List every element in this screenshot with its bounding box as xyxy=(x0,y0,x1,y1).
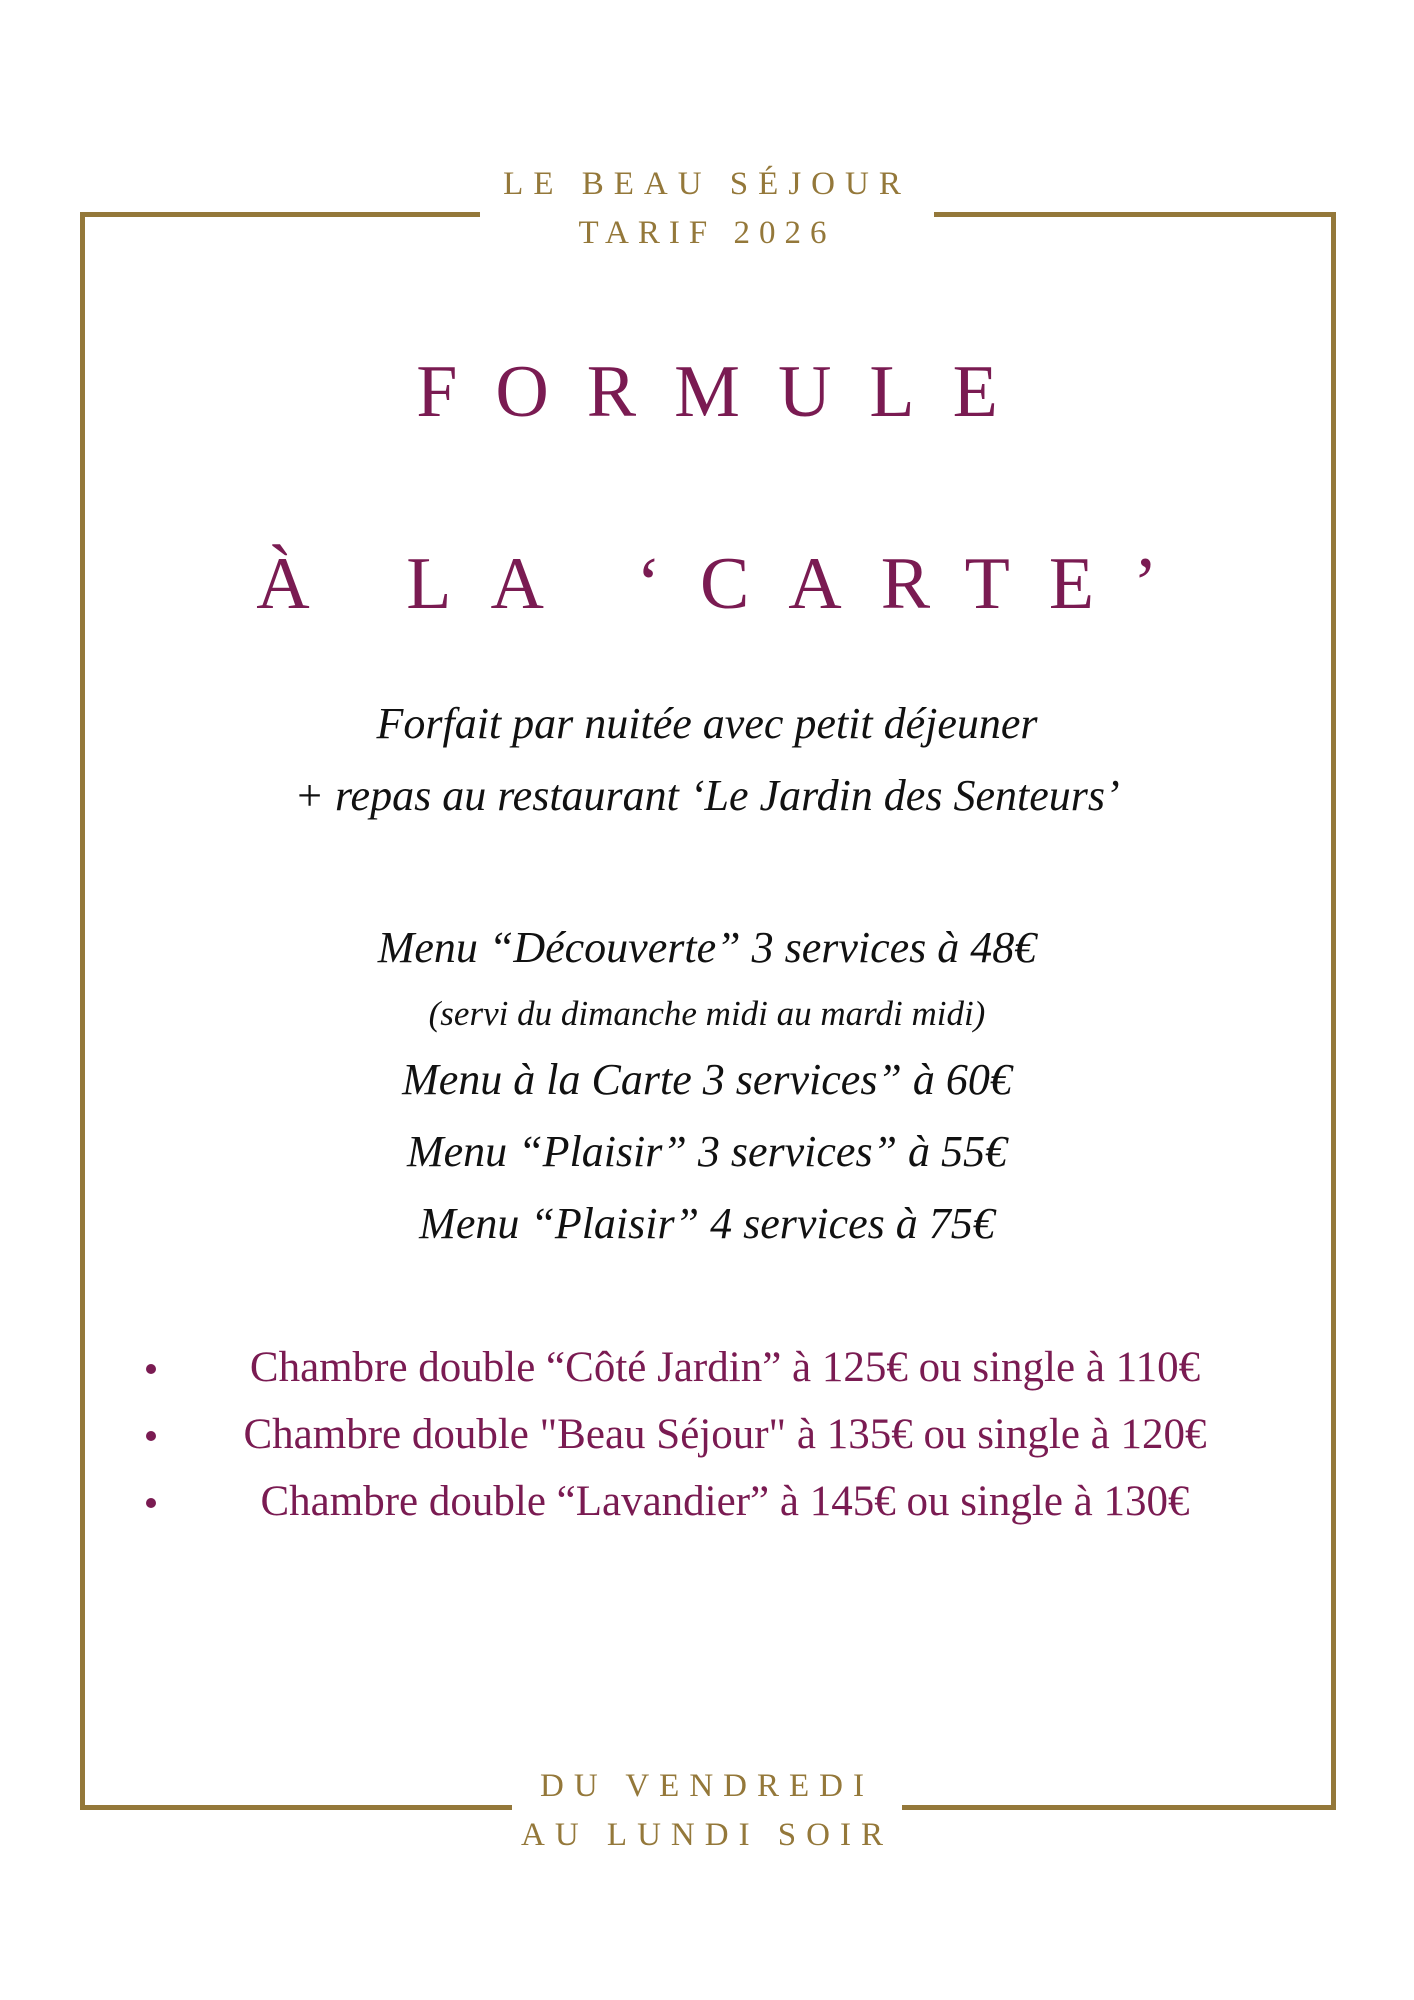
room-beau-sejour: Chambre double "Beau Séjour" à 135€ ou single à 120€ xyxy=(243,1411,1207,1458)
hotel-name: LE BEAU SÉJOUR xyxy=(503,166,911,202)
title-formule: FORMULE xyxy=(416,351,1036,433)
header-block xyxy=(480,160,934,260)
menu-list xyxy=(0,912,1414,1260)
list-item xyxy=(130,1468,1280,1535)
bullet-icon xyxy=(146,1498,156,1508)
list-item xyxy=(130,1401,1280,1468)
footer-days-start: DU VENDREDI xyxy=(540,1768,874,1804)
subtitle-package: Forfait par nuitée avec petit déjeuner xyxy=(376,699,1038,748)
list-item xyxy=(130,1334,1280,1401)
menu-plaisir-4: Menu “Plaisir” 4 services à 75€ xyxy=(419,1199,995,1248)
bullet-icon xyxy=(146,1364,156,1374)
menu-decouverte: Menu “Découverte” 3 services à 48€ xyxy=(377,923,1037,972)
title-a-la-carte: À LA ‘CARTE’ xyxy=(256,543,1197,625)
footer-days-end: AU LUNDI SOIR xyxy=(521,1817,893,1853)
tariff-year: TARIF 2026 xyxy=(578,215,836,251)
menu-plaisir-3: Menu “Plaisir” 3 services” à 55€ xyxy=(406,1127,1008,1176)
subtitle-restaurant: + repas au restaurant ‘Le Jardin des Senteurs’ xyxy=(294,771,1120,820)
room-lavandier: Chambre double “Lavandier” à 145€ ou single à 130€ xyxy=(260,1478,1190,1525)
menu-decouverte-note: (servi du dimanche midi au mardi midi) xyxy=(428,994,986,1033)
footer-block xyxy=(512,1762,902,1860)
menu-a-la-carte: Menu à la Carte 3 services” à 60€ xyxy=(402,1055,1012,1104)
room-list xyxy=(130,1334,1280,1535)
room-cote-jardin: Chambre double “Côté Jardin” à 125€ ou single à 110€ xyxy=(249,1344,1201,1391)
bullet-icon xyxy=(146,1431,156,1441)
